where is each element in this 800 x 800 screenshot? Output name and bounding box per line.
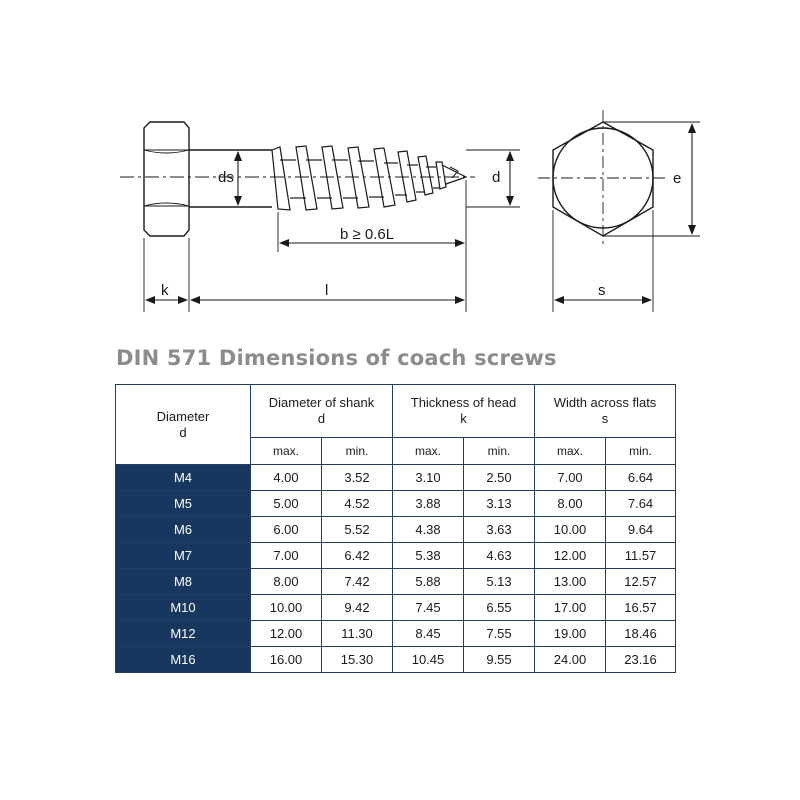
size-cell: M7 — [116, 543, 251, 569]
value-cell: 10.00 — [251, 595, 322, 621]
subheader-cell: max. — [393, 438, 464, 465]
value-cell: 4.38 — [393, 517, 464, 543]
value-cell: 7.64 — [606, 491, 676, 517]
value-cell: 6.42 — [322, 543, 393, 569]
subheader-cell: min. — [606, 438, 676, 465]
label-d: d — [492, 169, 501, 186]
header-shank: Diameter of shank d — [251, 385, 393, 438]
value-cell: 7.00 — [535, 465, 606, 491]
page-title: DIN 571 Dimensions of coach screws — [116, 346, 557, 370]
coach-screw-drawing — [0, 0, 800, 340]
value-cell: 19.00 — [535, 621, 606, 647]
header-diameter: Diameter d — [116, 385, 251, 465]
value-cell: 12.00 — [535, 543, 606, 569]
subheader-cell: min. — [464, 438, 535, 465]
size-cell: M4 — [116, 465, 251, 491]
label-ds: ds — [218, 169, 234, 186]
value-cell: 7.42 — [322, 569, 393, 595]
value-cell: 18.46 — [606, 621, 676, 647]
value-cell: 7.55 — [464, 621, 535, 647]
value-cell: 10.45 — [393, 647, 464, 673]
value-cell: 9.55 — [464, 647, 535, 673]
size-cell: M8 — [116, 569, 251, 595]
value-cell: 9.64 — [606, 517, 676, 543]
value-cell: 16.57 — [606, 595, 676, 621]
value-cell: 8.00 — [251, 569, 322, 595]
size-cell: M10 — [116, 595, 251, 621]
value-cell: 5.52 — [322, 517, 393, 543]
value-cell: 4.63 — [464, 543, 535, 569]
label-s: s — [598, 282, 606, 299]
value-cell: 4.00 — [251, 465, 322, 491]
table-row — [116, 543, 676, 569]
value-cell: 23.16 — [606, 647, 676, 673]
label-e: e — [673, 170, 682, 187]
table-row — [116, 491, 676, 517]
value-cell: 10.00 — [535, 517, 606, 543]
value-cell: 5.13 — [464, 569, 535, 595]
header-flats: Width across flats s — [535, 385, 676, 438]
value-cell: 13.00 — [535, 569, 606, 595]
value-cell: 6.00 — [251, 517, 322, 543]
subheader-cell: max. — [535, 438, 606, 465]
value-cell: 2.50 — [464, 465, 535, 491]
value-cell: 3.13 — [464, 491, 535, 517]
screw-side-view — [144, 122, 466, 236]
size-cell: M16 — [116, 647, 251, 673]
value-cell: 15.30 — [322, 647, 393, 673]
value-cell: 3.88 — [393, 491, 464, 517]
table-row — [116, 465, 676, 491]
value-cell: 11.57 — [606, 543, 676, 569]
size-cell: M12 — [116, 621, 251, 647]
dimension-b — [278, 180, 466, 312]
value-cell: 7.45 — [393, 595, 464, 621]
table-row — [116, 647, 676, 673]
subheader-cell: min. — [322, 438, 393, 465]
table-header-row — [116, 385, 676, 438]
value-cell: 11.30 — [322, 621, 393, 647]
value-cell: 5.38 — [393, 543, 464, 569]
value-cell: 17.00 — [535, 595, 606, 621]
size-cell: M5 — [116, 491, 251, 517]
value-cell: 6.55 — [464, 595, 535, 621]
value-cell: 7.00 — [251, 543, 322, 569]
value-cell: 12.57 — [606, 569, 676, 595]
label-b: b ≥ 0.6L — [340, 226, 395, 243]
value-cell: 4.52 — [322, 491, 393, 517]
table-row — [116, 569, 676, 595]
table-row — [116, 517, 676, 543]
dimensions-table — [115, 384, 676, 673]
value-cell: 6.64 — [606, 465, 676, 491]
value-cell: 5.00 — [251, 491, 322, 517]
value-cell: 16.00 — [251, 647, 322, 673]
label-k: k — [161, 282, 169, 299]
value-cell: 9.42 — [322, 595, 393, 621]
dimension-k-l — [144, 238, 464, 312]
value-cell: 24.00 — [535, 647, 606, 673]
value-cell: 5.88 — [393, 569, 464, 595]
subheader-cell: max. — [251, 438, 322, 465]
value-cell: 8.45 — [393, 621, 464, 647]
size-cell: M6 — [116, 517, 251, 543]
value-cell: 3.63 — [464, 517, 535, 543]
table-row — [116, 595, 676, 621]
value-cell: 12.00 — [251, 621, 322, 647]
value-cell: 8.00 — [535, 491, 606, 517]
table-row — [116, 621, 676, 647]
label-l: l — [325, 282, 329, 299]
value-cell: 3.10 — [393, 465, 464, 491]
header-head: Thickness of head k — [393, 385, 535, 438]
value-cell: 3.52 — [322, 465, 393, 491]
